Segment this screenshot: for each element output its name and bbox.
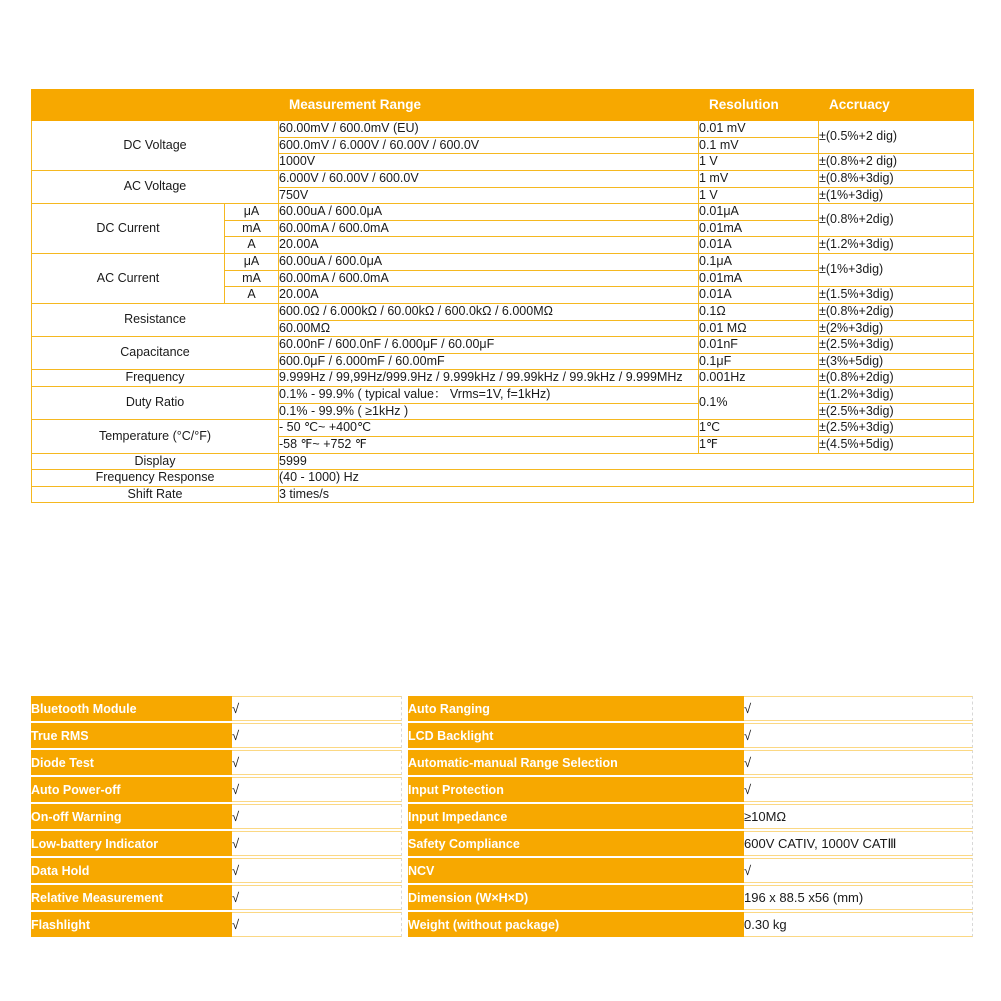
feature-value-left — [232, 777, 402, 802]
spec-parameter-name: AC Voltage — [32, 170, 279, 203]
feature-value-right — [744, 804, 973, 829]
spec-row — [32, 337, 974, 354]
spec-accuracy: ±(0.8%+2dig) — [819, 303, 974, 320]
spec-measurement-range: 600.0Ω / 6.000kΩ / 60.00kΩ / 600.0kΩ / 6.000MΩ — [279, 303, 699, 320]
spec-measurement-range: 600.0mV / 6.000V / 60.00V / 600.0V — [279, 137, 699, 154]
spec-parameter-name: Shift Rate — [32, 486, 279, 503]
spec-resolution: 1 mV — [699, 170, 819, 187]
spec-row — [32, 254, 974, 271]
spec-accuracy: ±(4.5%+5dig) — [819, 436, 974, 453]
spec-parameter-name: Frequency — [32, 370, 279, 387]
spec-accuracy: ±(0.8%+2dig) — [819, 204, 974, 237]
feature-value-right — [744, 831, 973, 856]
spec-subrange-label: mA — [225, 220, 279, 237]
feature-label-right: Safety Compliance — [408, 831, 744, 856]
feature-label-left: Data Hold — [31, 858, 232, 883]
spec-resolution: 1℃ — [699, 420, 819, 437]
spec-accuracy: ±(0.8%+2 dig) — [819, 154, 974, 171]
specification-table-container — [31, 89, 973, 503]
spec-resolution: 1 V — [699, 187, 819, 204]
feature-value-left — [232, 885, 402, 910]
spec-accuracy: ±(0.5%+2 dig) — [819, 121, 974, 154]
feature-value-right — [744, 723, 973, 748]
spec-measurement-range: 600.0μF / 6.000mF / 60.00mF — [279, 353, 699, 370]
spec-resolution: 0.001Hz — [699, 370, 819, 387]
spec-row — [32, 486, 974, 503]
feature-row — [31, 858, 973, 883]
spec-row — [32, 387, 974, 404]
spec-resolution: 0.01 MΩ — [699, 320, 819, 337]
check-mark-icon: √ — [232, 890, 240, 905]
spec-subrange-label: A — [225, 287, 279, 304]
check-mark-icon: √ — [232, 917, 240, 932]
feature-table-container — [31, 694, 973, 939]
spec-measurement-range: 0.1% - 99.9% ( ≥1kHz ) — [279, 403, 699, 420]
feature-label-left: Low-battery Indicator — [31, 831, 232, 856]
spec-parameter-name: DC Current — [32, 204, 225, 254]
feature-value-left — [232, 750, 402, 775]
spec-resolution: 0.01A — [699, 237, 819, 254]
spec-measurement-range: 60.00uA / 600.0μA — [279, 254, 699, 271]
specification-table-body — [32, 121, 974, 503]
spec-accuracy: ±(0.8%+3dig) — [819, 170, 974, 187]
feature-value-text: 0.30 kg — [744, 917, 787, 932]
spec-accuracy: ±(2.5%+3dig) — [819, 403, 974, 420]
feature-table-body — [31, 696, 973, 937]
check-mark-icon: √ — [232, 809, 240, 824]
feature-label-left: Flashlight — [31, 912, 232, 937]
spec-measurement-range: 60.00mA / 600.0mA — [279, 220, 699, 237]
feature-value-right — [744, 885, 973, 910]
feature-label-left: Diode Test — [31, 750, 232, 775]
feature-label-right: Input Protection — [408, 777, 744, 802]
feature-value-left — [232, 858, 402, 883]
feature-row — [31, 912, 973, 937]
spec-measurement-range: 60.00MΩ — [279, 320, 699, 337]
check-mark-icon: √ — [744, 728, 752, 743]
spec-subrange-label: mA — [225, 270, 279, 287]
feature-value-left — [232, 912, 402, 937]
spec-measurement-range: -58 ℉~ +752 ℉ — [279, 436, 699, 453]
spec-resolution: 0.01A — [699, 287, 819, 304]
check-mark-icon: √ — [232, 863, 240, 878]
spec-row — [32, 420, 974, 437]
check-mark-icon: √ — [232, 782, 240, 797]
feature-label-right: Automatic-manual Range Selection — [408, 750, 744, 775]
spec-row — [32, 370, 974, 387]
check-mark-icon: √ — [232, 836, 240, 851]
feature-value-right — [744, 912, 973, 937]
specification-table — [31, 89, 974, 503]
spec-parameter-name: Resistance — [32, 303, 279, 336]
spec-accuracy: ±(2%+3dig) — [819, 320, 974, 337]
feature-value-text: 196 x 88.5 x56 (mm) — [744, 890, 864, 905]
feature-label-left: Relative Measurement — [31, 885, 232, 910]
spec-measurement-range: 60.00uA / 600.0μA — [279, 204, 699, 221]
spec-accuracy: ±(0.8%+2dig) — [819, 370, 974, 387]
feature-row — [31, 696, 973, 721]
spec-parameter-name: Frequency Response — [32, 470, 279, 487]
header-parameter-blank — [32, 90, 279, 121]
spec-resolution: 0.01mA — [699, 220, 819, 237]
check-mark-icon: √ — [744, 863, 752, 878]
check-mark-icon: √ — [232, 755, 240, 770]
spec-resolution: 0.01 mV — [699, 121, 819, 138]
spec-measurement-range: 6.000V / 60.00V / 600.0V — [279, 170, 699, 187]
feature-value-left — [232, 696, 402, 721]
spec-resolution: 1℉ — [699, 436, 819, 453]
spec-resolution: 0.1 mV — [699, 137, 819, 154]
spec-measurement-range: 0.1% - 99.9% ( typical value： Vrms=1V, f=1kHz) — [279, 387, 699, 404]
feature-value-left — [232, 804, 402, 829]
feature-label-left: Bluetooth Module — [31, 696, 232, 721]
spec-subrange-label: A — [225, 237, 279, 254]
spec-accuracy: ±(1.5%+3dig) — [819, 287, 974, 304]
header-accuracy: Accruacy — [819, 90, 974, 121]
spec-accuracy: ±(1%+3dig) — [819, 254, 974, 287]
header-measurement-range: Measurement Range — [279, 90, 699, 121]
spec-row — [32, 204, 974, 221]
spec-accuracy: ±(1%+3dig) — [819, 187, 974, 204]
feature-value-right — [744, 750, 973, 775]
feature-value-left — [232, 831, 402, 856]
spec-measurement-range: 1000V — [279, 154, 699, 171]
spec-parameter-name: Temperature (°C/°F) — [32, 420, 279, 453]
spec-accuracy: ±(3%+5dig) — [819, 353, 974, 370]
spec-resolution: 0.01μA — [699, 204, 819, 221]
spec-row — [32, 303, 974, 320]
spec-resolution: 0.1Ω — [699, 303, 819, 320]
spec-accuracy: ±(2.5%+3dig) — [819, 337, 974, 354]
spec-row — [32, 453, 974, 470]
feature-label-left: On-off Warning — [31, 804, 232, 829]
spec-measurement-range: (40 - 1000) Hz — [279, 470, 974, 487]
spec-subrange-label: μA — [225, 204, 279, 221]
header-resolution: Resolution — [699, 90, 819, 121]
spec-row — [32, 170, 974, 187]
feature-row — [31, 885, 973, 910]
spec-measurement-range: 3 times/s — [279, 486, 974, 503]
spec-parameter-name: AC Current — [32, 254, 225, 304]
feature-value-right — [744, 777, 973, 802]
spec-measurement-range: 60.00mA / 600.0mA — [279, 270, 699, 287]
spec-parameter-name: Display — [32, 453, 279, 470]
feature-value-right — [744, 696, 973, 721]
spec-subrange-label: μA — [225, 254, 279, 271]
spec-measurement-range: 60.00nF / 600.0nF / 6.000μF / 60.00μF — [279, 337, 699, 354]
feature-label-right: Dimension (W×H×D) — [408, 885, 744, 910]
feature-label-right: NCV — [408, 858, 744, 883]
spec-measurement-range: 20.00A — [279, 237, 699, 254]
spec-parameter-name: Capacitance — [32, 337, 279, 370]
feature-row — [31, 723, 973, 748]
spec-measurement-range: - 50 ℃~ +400℃ — [279, 420, 699, 437]
feature-label-right: Auto Ranging — [408, 696, 744, 721]
spec-row — [32, 121, 974, 138]
spec-measurement-range: 20.00A — [279, 287, 699, 304]
feature-value-text: 600V CATIV, 1000V CATⅢ — [744, 835, 897, 851]
check-mark-icon: √ — [744, 755, 752, 770]
check-mark-icon: √ — [744, 701, 752, 716]
feature-table — [31, 694, 973, 939]
feature-value-text: ≥10MΩ — [744, 809, 787, 824]
spec-resolution: 0.1μF — [699, 353, 819, 370]
spec-measurement-range: 9.999Hz / 99,99Hz/999.9Hz / 9.999kHz / 99.99kHz / 99.9kHz / 9.999MHz — [279, 370, 699, 387]
check-mark-icon: √ — [232, 701, 240, 716]
spec-resolution: 0.1μA — [699, 254, 819, 271]
specification-table-head — [32, 90, 974, 121]
feature-row — [31, 804, 973, 829]
spec-accuracy: ±(1.2%+3dig) — [819, 237, 974, 254]
feature-label-left: Auto Power-off — [31, 777, 232, 802]
check-mark-icon: √ — [232, 728, 240, 743]
feature-label-right: LCD Backlight — [408, 723, 744, 748]
check-mark-icon: √ — [744, 782, 752, 797]
spec-measurement-range: 5999 — [279, 453, 974, 470]
spec-parameter-name: DC Voltage — [32, 121, 279, 171]
feature-label-right: Input Impedance — [408, 804, 744, 829]
spec-parameter-name: Duty Ratio — [32, 387, 279, 420]
table-header-row — [32, 90, 974, 121]
feature-label-right: Weight (without package) — [408, 912, 744, 937]
spec-row — [32, 470, 974, 487]
spec-resolution: 0.01nF — [699, 337, 819, 354]
spec-measurement-range: 750V — [279, 187, 699, 204]
spec-resolution: 0.1% — [699, 387, 819, 420]
feature-row — [31, 831, 973, 856]
spec-accuracy: ±(2.5%+3dig) — [819, 420, 974, 437]
spec-accuracy: ±(1.2%+3dig) — [819, 387, 974, 404]
feature-label-left: True RMS — [31, 723, 232, 748]
feature-row — [31, 750, 973, 775]
feature-row — [31, 777, 973, 802]
spec-measurement-range: 60.00mV / 600.0mV (EU) — [279, 121, 699, 138]
spec-resolution: 1 V — [699, 154, 819, 171]
feature-value-left — [232, 723, 402, 748]
feature-value-right — [744, 858, 973, 883]
spec-resolution: 0.01mA — [699, 270, 819, 287]
